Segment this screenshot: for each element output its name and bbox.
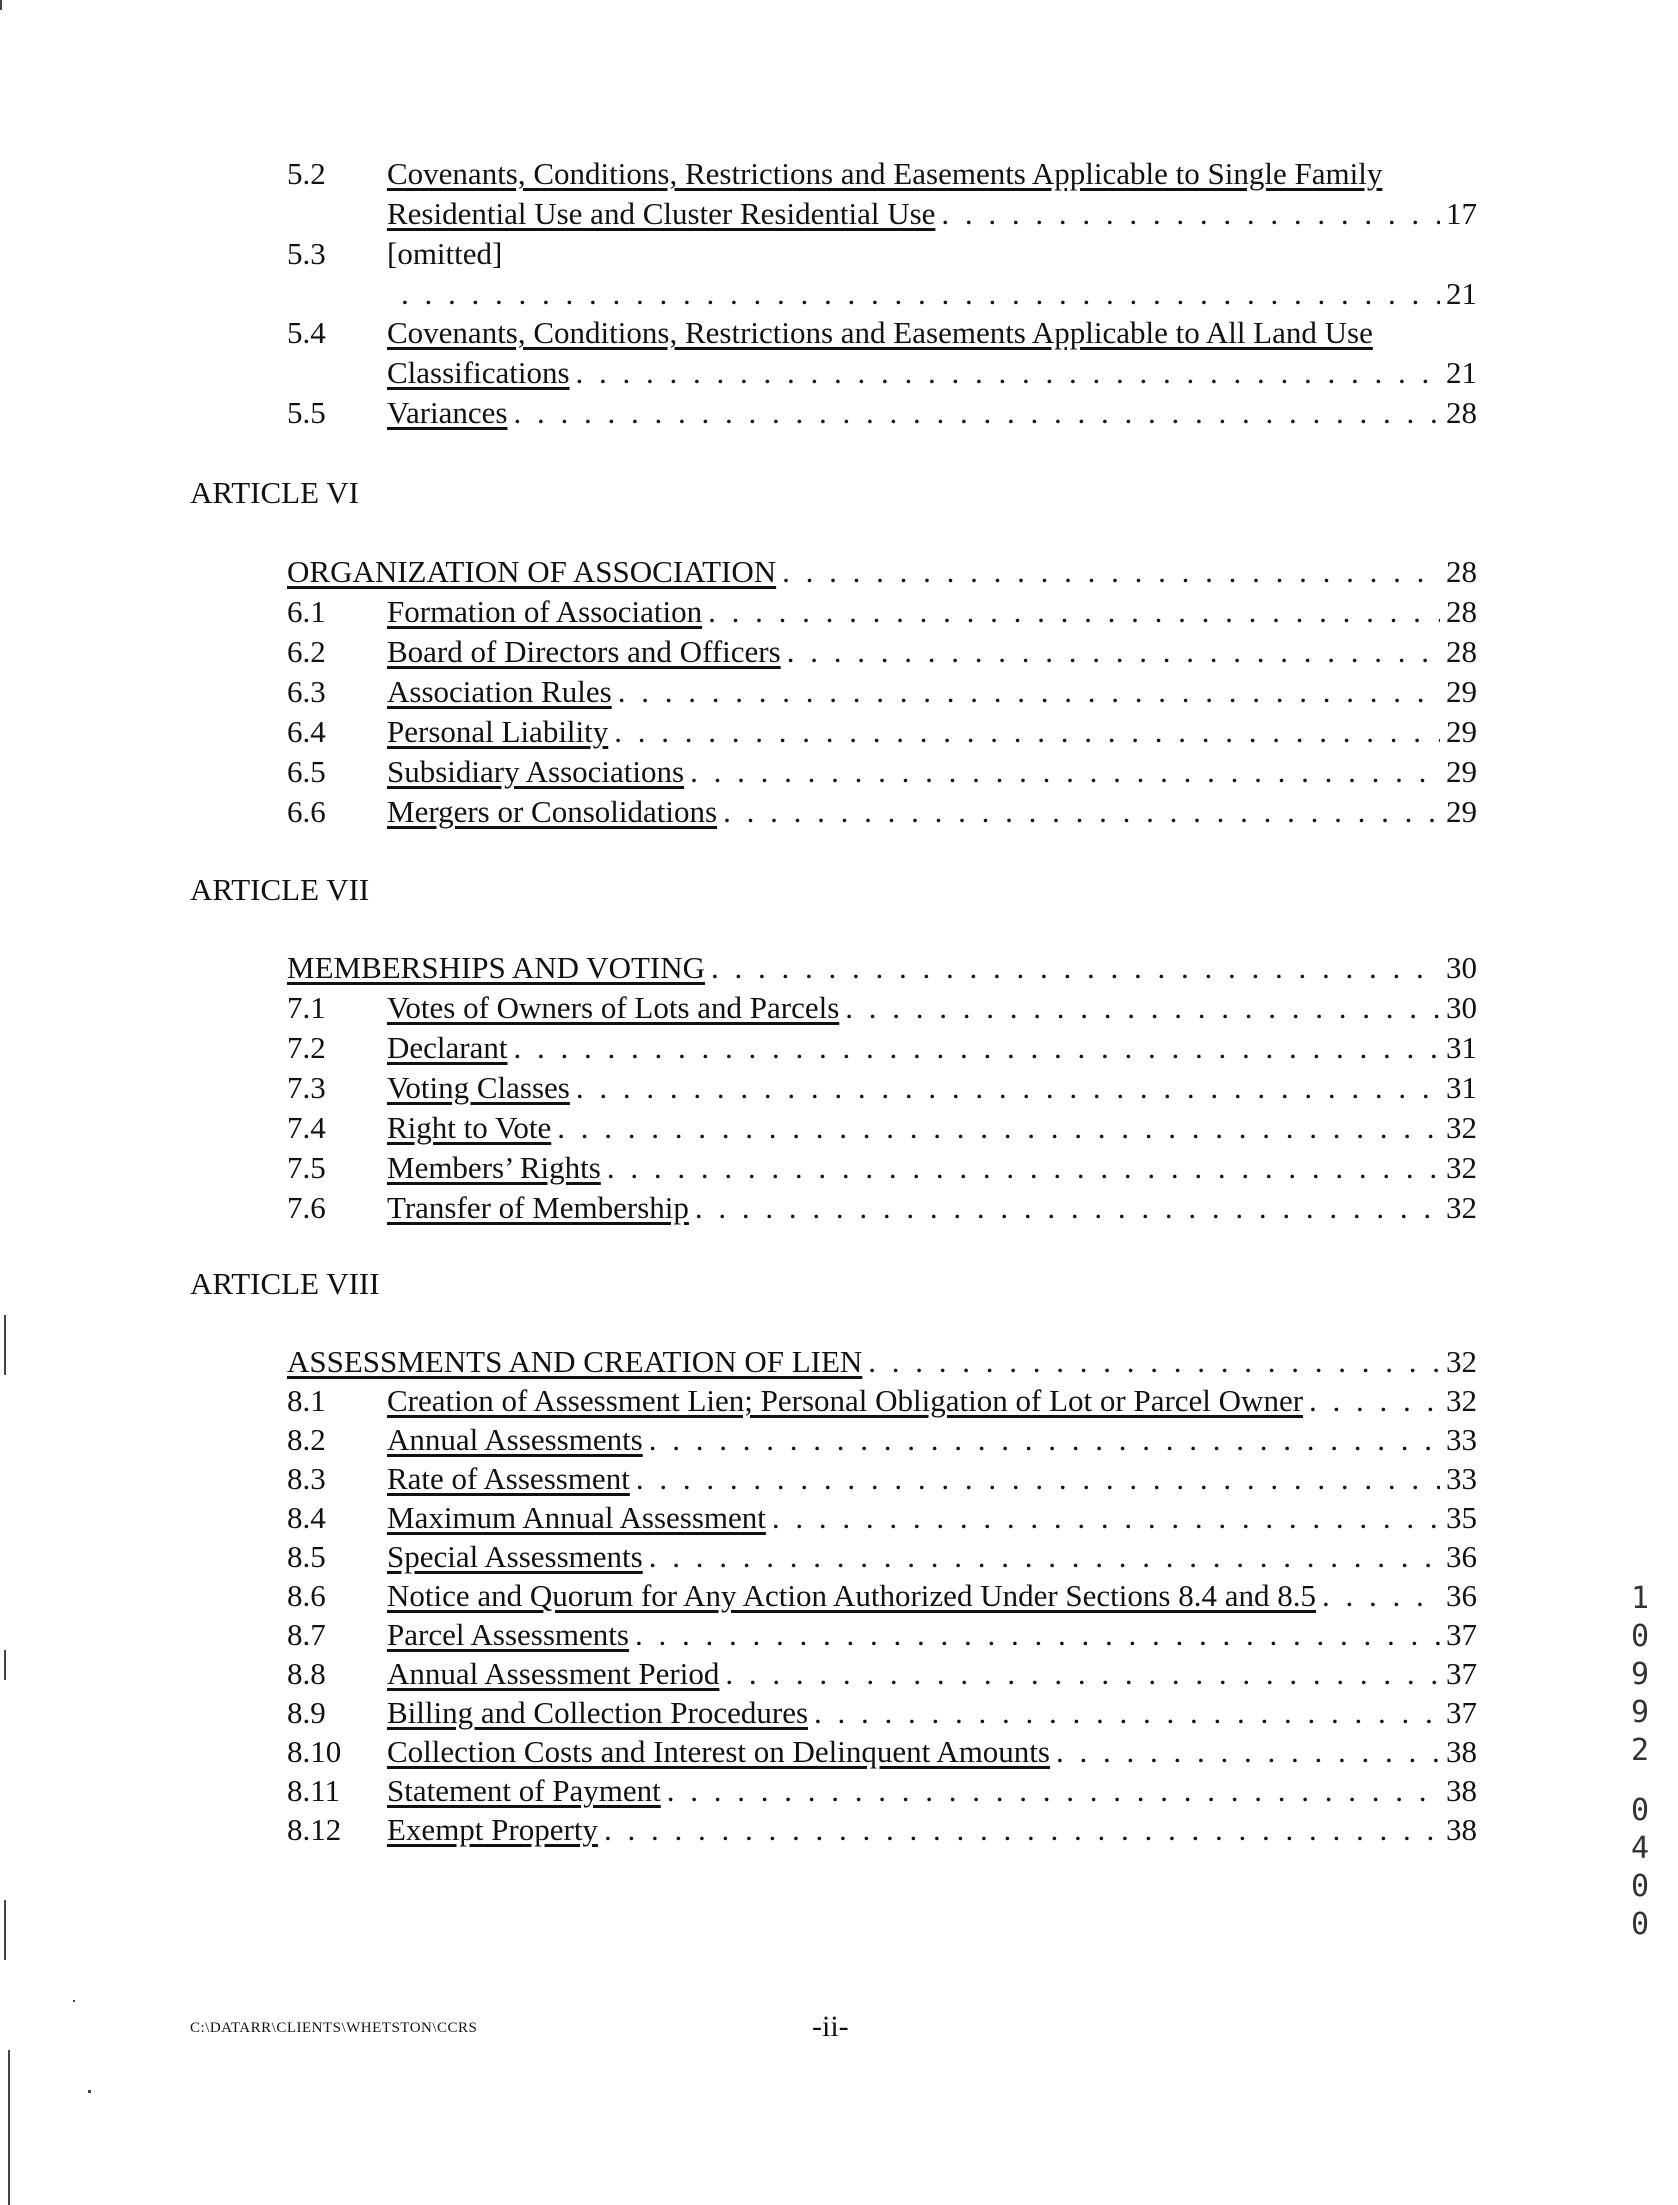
entry-page: 31: [1446, 1030, 1477, 1065]
dot-leader: [604, 1810, 1440, 1850]
entry-page: 32: [1446, 1150, 1477, 1185]
dot-leader: [725, 1654, 1440, 1694]
dot-leader: [772, 1498, 1440, 1538]
dot-leader: [514, 393, 1441, 433]
entry-number: 6.5: [287, 754, 326, 789]
entry-page: 37: [1446, 1656, 1477, 1691]
stamp-digit: 0: [1630, 1619, 1650, 1654]
entry-page: 36: [1446, 1578, 1477, 1613]
entry-number: 5.2: [287, 156, 326, 191]
entry-page: 17: [1446, 196, 1477, 231]
entry-page: 28: [1446, 634, 1477, 669]
entry-number: 6.6: [287, 794, 326, 829]
article-6-label: ARTICLE VI: [190, 475, 359, 510]
entry-number: 7.3: [287, 1070, 326, 1105]
footer-page-number: -ii-: [812, 2010, 849, 2043]
entry-page: 36: [1446, 1539, 1477, 1574]
dot-leader: [636, 1459, 1440, 1499]
entry-number: 8.3: [287, 1461, 326, 1496]
entry-number: 7.1: [287, 990, 326, 1025]
dot-leader: [814, 1693, 1440, 1733]
stamp-gap: [1620, 1770, 1660, 1792]
scan-mark: [4, 1315, 6, 1375]
entry-title: Formation of Association: [387, 594, 703, 629]
entry-page: 28: [1446, 395, 1477, 430]
entry-page: 31: [1446, 1070, 1477, 1105]
dot-leader: [576, 353, 1440, 393]
entry-number: 6.3: [287, 674, 326, 709]
entry-page: 33: [1446, 1422, 1477, 1457]
entry-title: Association Rules: [387, 674, 612, 709]
dot-leader: [708, 592, 1440, 632]
entry-title: Declarant: [387, 1030, 508, 1065]
entry-number: 8.10: [287, 1734, 342, 1769]
entry-number: 6.4: [287, 714, 326, 749]
entry-title: Transfer of Membership: [387, 1190, 689, 1225]
dot-leader: [513, 1028, 1440, 1068]
dot-leader: [607, 1148, 1440, 1188]
dot-leader: [941, 194, 1440, 234]
dot-leader: [787, 632, 1440, 672]
article-8-label: ARTICLE VIII: [190, 1266, 380, 1301]
entry-title: Billing and Collection Procedures: [387, 1695, 809, 1730]
dot-leader: [782, 552, 1440, 592]
dot-leader: [401, 274, 1440, 314]
entry-title-line-2: Classifications: [387, 355, 570, 390]
entry-title: Right to Vote: [387, 1110, 552, 1145]
entry-page: 28: [1446, 594, 1477, 629]
entry-number: 5.5: [287, 395, 326, 430]
dot-leader: [1056, 1732, 1440, 1772]
entry-page: 37: [1446, 1617, 1477, 1652]
scan-mark: [88, 2090, 91, 2093]
entry-title: Exempt Property: [387, 1812, 598, 1847]
entry-title: Variances: [387, 395, 508, 430]
stamp-digit: 0: [1630, 1907, 1650, 1942]
entry-title: Mergers or Consolidations: [387, 794, 718, 829]
footer-file-path: C:\DATARR\CLIENTS\WHETSTON\CCRS: [190, 2020, 478, 2036]
stamp-digit: 0: [1630, 1793, 1650, 1828]
entry-page: 21: [1446, 276, 1477, 311]
entry-page: 29: [1446, 674, 1477, 709]
article-6-title[interactable]: ORGANIZATION OF ASSOCIATION . . . 28: [287, 552, 1477, 592]
entry-page: 33: [1446, 1461, 1477, 1496]
entry-title: Parcel Assessments: [387, 1617, 629, 1652]
entry-title-line-1: Covenants, Conditions, Restrictions and Easements Applicable to Single Family: [387, 156, 1383, 191]
dot-leader: [690, 752, 1440, 792]
stamp-digit: 0: [1630, 1869, 1650, 1904]
scan-mark: [4, 1900, 6, 1960]
dot-leader: [557, 1108, 1440, 1148]
dot-leader: [1309, 1381, 1440, 1421]
entry-title: [omitted]: [387, 236, 503, 271]
entry-page: 29: [1446, 794, 1477, 829]
entry-number: 8.5: [287, 1539, 326, 1574]
entry-page: 30: [1446, 950, 1477, 985]
entry-title: Board of Directors and Officers: [387, 634, 781, 669]
recording-stamp: [1620, 1580, 1660, 1944]
entry-page: 29: [1446, 714, 1477, 749]
dot-leader: [845, 988, 1440, 1028]
entry-page: 35: [1446, 1500, 1477, 1535]
entry-title: Members’ Rights: [387, 1150, 601, 1185]
dot-leader: [576, 1068, 1440, 1108]
article-7-label: ARTICLE VII: [190, 872, 370, 907]
entry-title: Subsidiary Associations: [387, 754, 685, 789]
entry-number: 8.4: [287, 1500, 326, 1535]
entry-number: 6.1: [287, 594, 326, 629]
entry-number: 8.2: [287, 1422, 326, 1457]
entry-title: Creation of Assessment Lien; Personal Obligation of Lot or Parcel Owner: [387, 1383, 1304, 1418]
dot-leader: [614, 712, 1440, 752]
entry-title: Maximum Annual Assessment: [387, 1500, 766, 1535]
dot-leader: [649, 1537, 1440, 1577]
entry-number: 8.7: [287, 1617, 326, 1652]
entry-number: 8.11: [287, 1773, 341, 1808]
entry-number: 7.5: [287, 1150, 326, 1185]
entry-title: Votes of Owners of Lots and Parcels: [387, 990, 840, 1025]
entry-page: 29: [1446, 754, 1477, 789]
entry-page: 28: [1446, 554, 1477, 589]
entry-number: 8.8: [287, 1656, 326, 1691]
entry-page: 32: [1446, 1344, 1477, 1379]
entry-number: 7.4: [287, 1110, 326, 1145]
entry-page: 38: [1446, 1773, 1477, 1808]
dot-leader: [1322, 1576, 1440, 1616]
entry-page: 37: [1446, 1695, 1477, 1730]
entry-title: Collection Costs and Interest on Delinquent Amounts: [387, 1734, 1050, 1769]
entry-number: 7.2: [287, 1030, 326, 1065]
entry-title-line-2: Residential Use and Cluster Residential Use: [387, 196, 936, 231]
entry-title: Voting Classes: [387, 1070, 570, 1105]
dot-leader: [618, 672, 1440, 712]
entry-page: 30: [1446, 990, 1477, 1025]
dot-leader: [711, 948, 1440, 988]
entry-number: 7.6: [287, 1190, 326, 1225]
dot-leader: [868, 1342, 1440, 1382]
entry-page: 32: [1446, 1190, 1477, 1225]
stamp-digit: 1: [1630, 1581, 1650, 1616]
dot-leader: [723, 792, 1440, 832]
entry-title: Annual Assessments: [387, 1422, 643, 1457]
article-8-title[interactable]: ASSESSMENTS AND CREATION OF LIEN . . . 32: [287, 1342, 1477, 1382]
dot-leader: [649, 1420, 1440, 1460]
scan-mark: [8, 2050, 10, 2205]
entry-title: Personal Liability: [387, 714, 609, 749]
dot-leader: [635, 1615, 1440, 1655]
entry-page: 32: [1446, 1110, 1477, 1145]
entry-number: 6.2: [287, 634, 326, 669]
entry-number: 5.4: [287, 315, 326, 350]
scan-mark: [73, 2000, 75, 2002]
dot-leader: [695, 1188, 1440, 1228]
entry-number: 8.6: [287, 1578, 326, 1613]
article-7-title[interactable]: MEMBERSHIPS AND VOTING . . . 30: [287, 948, 1477, 988]
entry-title-line-1: Covenants, Conditions, Restrictions and Easements Applicable to All Land Use: [387, 315, 1373, 350]
stamp-digit: 2: [1630, 1733, 1650, 1768]
entry-number: 5.3: [287, 236, 326, 271]
entry-number: 8.9: [287, 1695, 326, 1730]
entry-page: 32: [1446, 1383, 1477, 1418]
entry-number: 8.1: [287, 1383, 326, 1418]
entry-title: Statement of Payment: [387, 1773, 661, 1808]
stamp-digit: 4: [1630, 1831, 1650, 1866]
scan-mark: [4, 1650, 6, 1680]
entry-page: 21: [1446, 355, 1477, 390]
scan-mark: [0, 0, 2, 10]
entry-page: 38: [1446, 1734, 1477, 1769]
entry-title: Rate of Assessment: [387, 1461, 630, 1496]
entry-number: 8.12: [287, 1812, 342, 1847]
entry-page: 38: [1446, 1812, 1477, 1847]
stamp-digit: 9: [1630, 1657, 1650, 1692]
entry-title: Special Assessments: [387, 1539, 643, 1574]
entry-title: Notice and Quorum for Any Action Authorized Under Sections 8.4 and 8.5: [387, 1578, 1316, 1613]
stamp-digit: 9: [1630, 1695, 1650, 1730]
entry-title: Annual Assessment Period: [387, 1656, 720, 1691]
dot-leader: [667, 1771, 1440, 1811]
